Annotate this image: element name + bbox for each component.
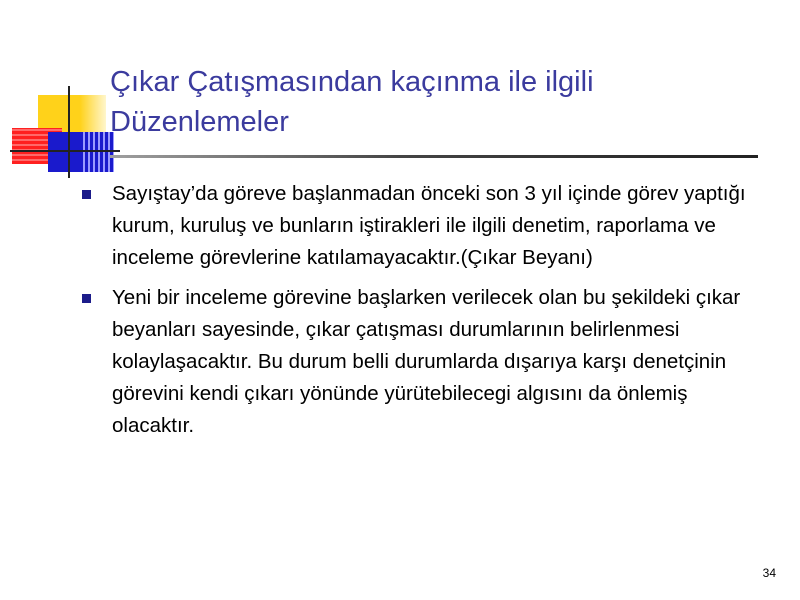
- title-divider: [110, 155, 758, 158]
- logo-vertical-line: [68, 86, 70, 178]
- bullet-list: [80, 178, 760, 450]
- bullet-item: [80, 282, 760, 442]
- bullet-text: Yeni bir inceleme görevine başlarken verilecek olan bu şekildeki çıkar beyanları sayesinde, çıkar çatışması durumlarının belirlenmesi kolaylaşacaktır. Bu durum belli durumlarda dışarıya karşı denetçinin görevini kendi çıkarı yönünde yürütebilecegi algısını da önlemiş olacaktır.: [112, 286, 741, 437]
- logo-blue-fade: [80, 132, 114, 172]
- logo-horizontal-line: [10, 150, 120, 152]
- square-bullet-icon: [82, 190, 91, 199]
- bullet-item: [80, 178, 760, 274]
- logo-blue-square: [48, 132, 80, 172]
- logo-yellow-fade: [80, 95, 106, 133]
- slide-title: Çıkar Çatışmasından kaçınma ile ilgili Düzenlemeler: [110, 66, 594, 138]
- bullet-text: Sayıştay’da göreve başlanmadan önceki son 3 yıl içinde görev yaptığı kurum, kuruluş ve bunların iştirakleri ile ilgili denetim, raporlama ve inceleme görevlerine katılamayacaktır.(Çıkar Beyanı): [112, 182, 746, 269]
- square-bullet-icon: [82, 294, 91, 303]
- decorative-logo: [0, 0, 120, 190]
- page-number: 34: [762, 566, 776, 580]
